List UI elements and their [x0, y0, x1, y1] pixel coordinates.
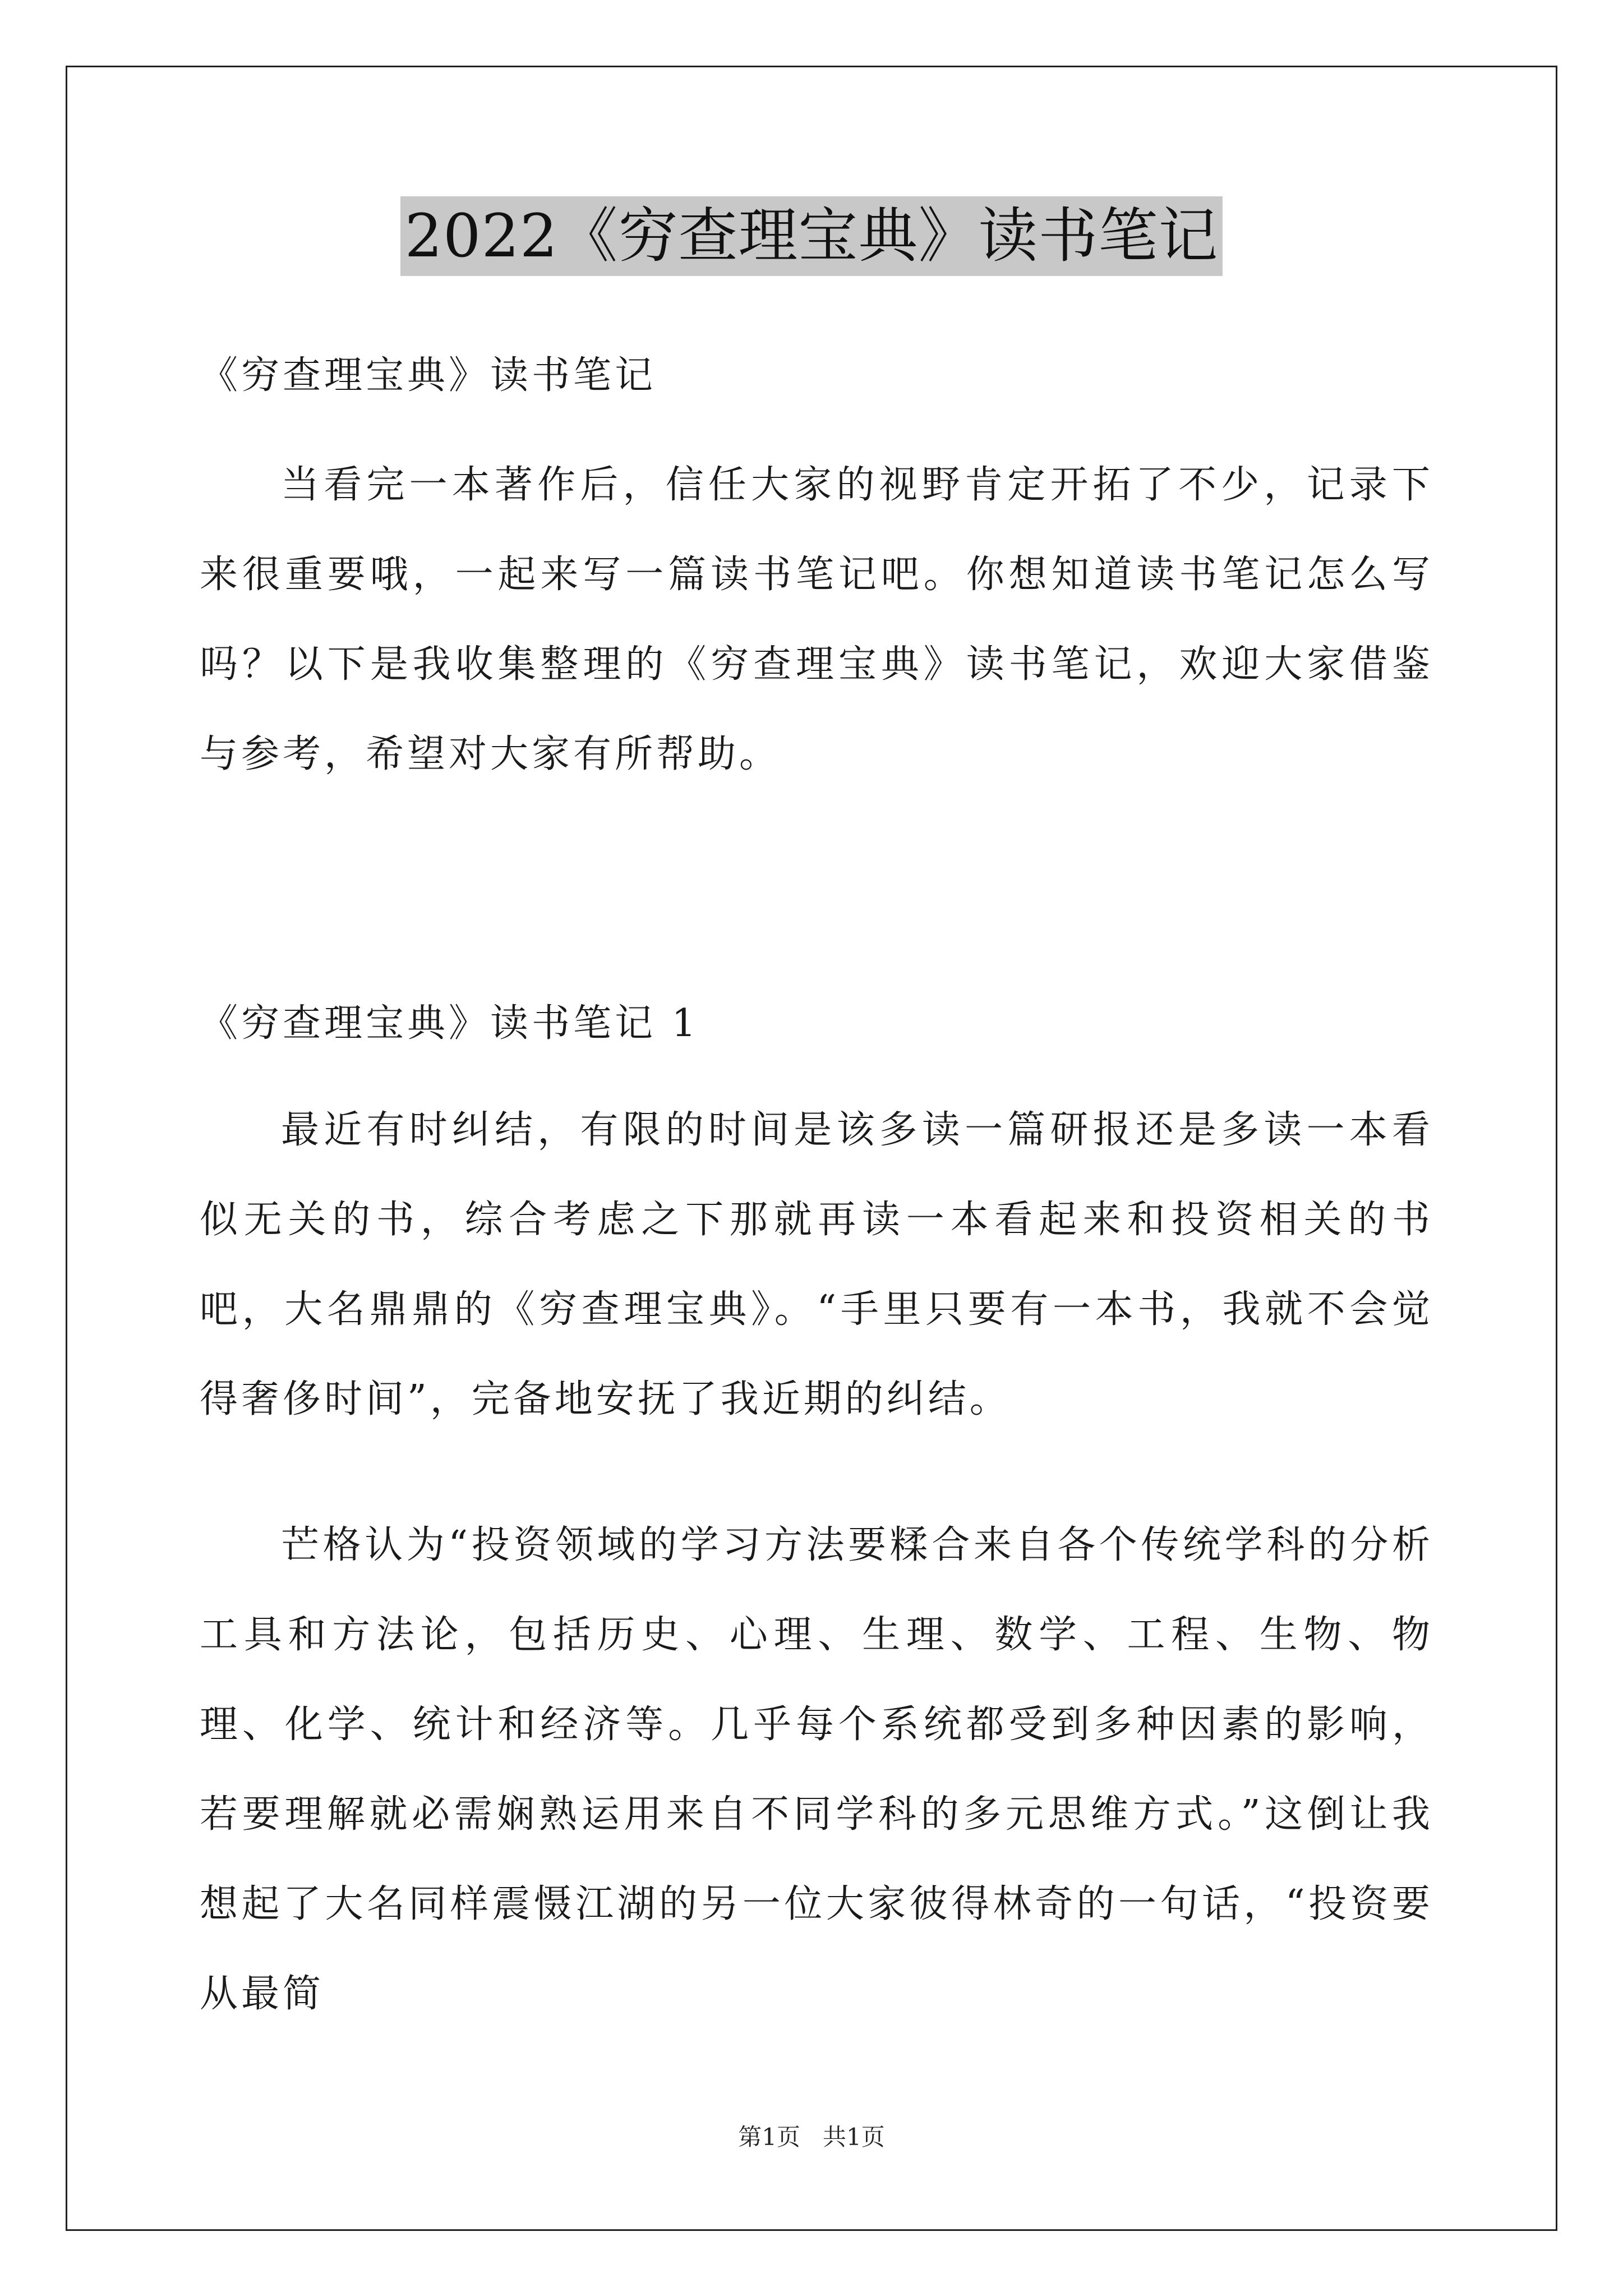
document-title: 2022《穷查理宝典》读书笔记 [400, 196, 1223, 276]
intro-paragraph: 当看完一本著作后，信任大家的视野肯定开拓了不少，记录下来很重要哦，一起来写一篇读书笔记吧。你想知道读书笔记怎么写吗？以下是我收集整理的《穷查理宝典》读书笔记，欢迎大家借鉴与参考，希望对大家有所帮助。 [200, 463, 1433, 776]
body-paragraph-2: 芒格认为“投资领域的学习方法要糅合来自各个传统学科的分析工具和方法论，包括历史、心理、生理、数学、工程、生物、物理、化学、统计和经济等。几乎每个系统都受到多种因素的影响，若要理解就必需娴熟运用来自不同学科的多元思维方式。”这倒让我想起了大名同样震慑江湖的另一位大家彼得林奇的一句话，“投资要从最简 [200, 1523, 1433, 2016]
page-footer: 第1页 共1页 [738, 2123, 885, 2151]
title-container [0, 196, 1623, 276]
section-heading: 《穷查理宝典》读书笔记 1 [200, 1001, 699, 1046]
document-subtitle: 《穷查理宝典》读书笔记 [200, 353, 657, 398]
body-paragraph-1: 最近有时纠结，有限的时间是该多读一篇研报还是多读一本看似无关的书，综合考虑之下那就再读一本看起来和投资相关的书吧，大名鼎鼎的《穷查理宝典》。“手里只要有一本书，我就不会觉得奢侈时间”，完备地安抚了我近期的纠结。 [200, 1108, 1433, 1421]
